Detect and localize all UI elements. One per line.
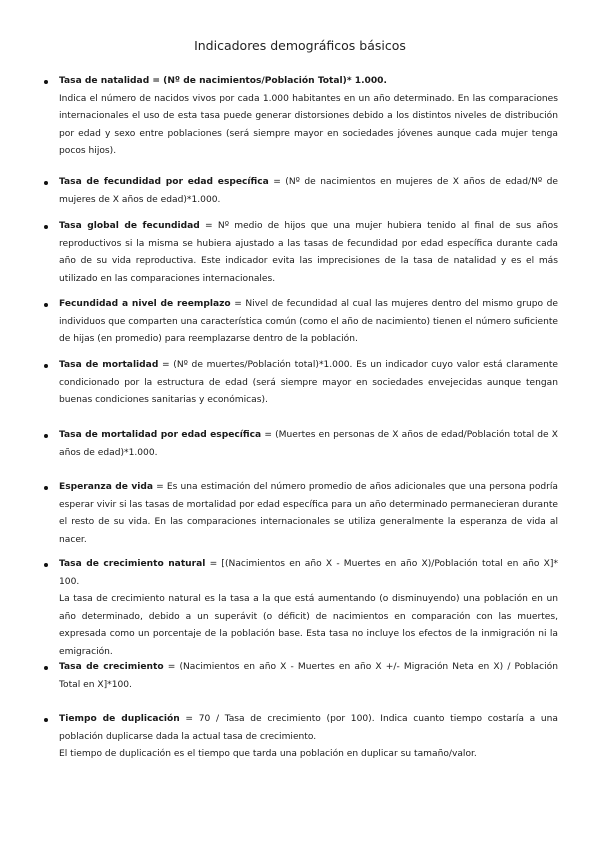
bullet-icon	[44, 364, 48, 368]
bullet-icon	[44, 563, 48, 567]
list-item	[59, 659, 558, 694]
item-paragraph	[59, 218, 558, 288]
list-item	[59, 556, 558, 662]
list-item	[59, 357, 558, 410]
item-extra-text: La tasa de crecimiento natural es la tasa a la que está aumentando (o disminuyendo) una población en un año determinado, debido a un superávit (o déficit) de nacimientos en comparación con las muertes, expresada como un porcentaje de la población base. Esta tasa no incluye los efectos de la inmigración ni la emigración.	[59, 594, 558, 657]
item-term: Tasa de natalidad = (Nº de nacimientos/Población Total)* 1.000.	[59, 76, 387, 86]
item-text: = Nivel de fecundidad al cual las mujeres dentro del mismo grupo de individuos que comparten una característica común (como el año de nacimiento) tienen el número suficiente de hijas (en promedio) para reemplazarse dentro de la población.	[59, 299, 559, 345]
bullet-icon	[44, 718, 48, 722]
item-extra-text: El tiempo de duplicación es el tiempo que tarda una población en duplicar su tamaño/valor.	[59, 749, 477, 760]
list-item	[59, 711, 558, 764]
item-term: Tiempo de duplicación	[59, 714, 180, 724]
item-term: Esperanza de vida	[59, 482, 154, 492]
item-text: = (Nº de nacimientos en mujeres de X años de edad/Nº de mujeres de X años de edad)*1.000.	[59, 177, 558, 205]
item-paragraph	[59, 296, 558, 349]
item-term: Tasa de crecimiento	[59, 662, 164, 672]
bullet-icon	[44, 666, 48, 670]
item-term: Tasa de mortalidad por edad específica	[59, 430, 262, 440]
item-text: = (Muertes en personas de X años de edad/Población total de X años de edad)*1.000.	[59, 430, 558, 458]
item-text: = 70 / Tasa de crecimiento (por 100). Indica cuanto tiempo costaría a una población duplicarse dada la actual tasa de crecimiento.	[59, 714, 558, 742]
bullet-icon	[44, 434, 48, 438]
item-term: Fecundidad a nivel de reemplazo	[59, 299, 231, 309]
item-term: Tasa de fecundidad por edad específica	[59, 177, 269, 187]
item-paragraph	[59, 479, 558, 549]
list-item	[59, 218, 558, 288]
bullet-icon	[44, 486, 48, 490]
item-paragraph	[59, 711, 558, 746]
item-paragraph	[59, 174, 558, 209]
item-term: Tasa de mortalidad	[59, 360, 159, 370]
bullet-icon	[44, 303, 48, 307]
list-item	[59, 296, 558, 349]
page-title: Indicadores demográficos básicos	[194, 38, 406, 53]
list-item	[59, 479, 558, 549]
bullet-icon	[44, 225, 48, 229]
list-item	[59, 427, 558, 462]
item-extra-text: Indica el número de nacidos vivos por cada 1.000 habitantes en un año determinado. En las comparaciones internacionales el uso de esta tasa puede generar distorsiones debido a los distintos niveles de distribución por edad y sexo entre poblaciones (será siempre mayor en sociedades jóvenes aunque cada mujer tenga pocos hijos).	[59, 93, 558, 157]
bullet-icon	[44, 80, 48, 84]
bullet-icon	[44, 181, 48, 185]
item-text: = Es una estimación del número promedio de años adicionales que una persona podría esperar vivir si las tasas de mortalidad por edad específica para un año determinado permanecieran durante el resto de su vida. En las comparaciones internacionales se utiliza generalmente la esperanza de vida al nacer.	[59, 482, 558, 545]
item-paragraph	[59, 556, 558, 591]
item-text: = [(Nacimientos en año X - Muertes en año X)/Población total en año X]* 100.	[59, 559, 558, 587]
item-text: = (Nacimientos en año X - Muertes en año X +/- Migración Neta en X) / Población Total en X]*100.	[59, 662, 558, 690]
item-term: Tasa de crecimiento natural	[59, 559, 206, 569]
item-text: = Nº medio de hijos que una mujer hubiera tenido al final de sus años reproductivos si la misma se hubiera ajustado a las tasas de fecundidad por edad específica durante cada año de su vida reproductiva. Este indicador evita las imprecisiones de la tasa de natalidad y es el más utilizado en las comparaciones internacionales.	[59, 221, 558, 284]
item-paragraph	[59, 357, 558, 410]
item-paragraph	[59, 659, 558, 694]
list-item	[59, 174, 558, 209]
item-text: = (Nº de muertes/Población total)*1.000. Es un indicador cuyo valor está claramente condicionado por la estructura de edad (será siempre mayor en sociedades envejecidas aunque tengan buenas condiciones sanitarias y económicas).	[59, 360, 558, 406]
item-paragraph	[59, 73, 558, 91]
item-paragraph	[59, 427, 558, 462]
list-item	[59, 73, 558, 161]
item-term: Tasa global de fecundidad	[59, 221, 200, 231]
